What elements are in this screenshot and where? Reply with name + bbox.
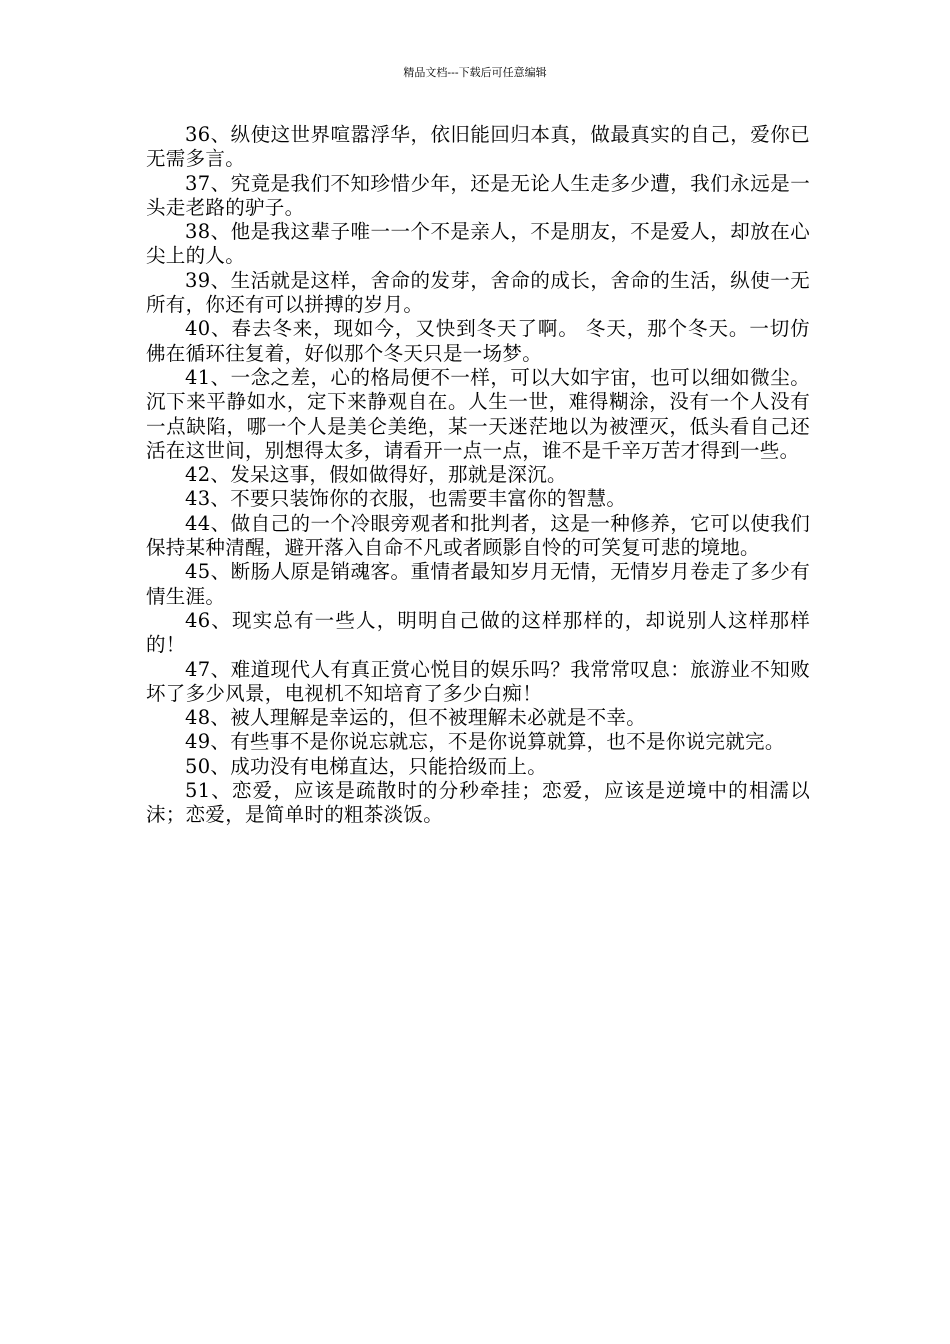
paragraph-49: 49、有些事不是你说忘就忘，不是你说算就算，也不是你说完就完。: [185, 730, 785, 754]
paragraph-51: 51、恋爱，应该是疏散时的分秒牵挂；恋爱，应该是逆境中的相濡以沫；恋爱，是简单时的粗茶淡饭。: [146, 779, 810, 827]
paragraph-37: 37、究竟是我们不知珍惜少年，还是无论人生走多少遭，我们永远是一头走老路的驴子。: [146, 171, 810, 219]
paragraph-38: 38、他是我这辈子唯一一个不是亲人，不是朋友，不是爱人，却放在心尖上的人。: [146, 220, 810, 268]
paragraph-39: 39、生活就是这样，舍命的发芽，舍命的成长，舍命的生活，纵使一无所有，你还有可以拼搏的岁月。: [146, 268, 810, 317]
paragraph-36: 36、纵使这世界喧嚣浮华，依旧能回归本真，做最真实的自己，爱你已无需多言。: [146, 123, 810, 171]
paragraph-50: 50、成功没有电梯直达，只能拾级而上。: [185, 754, 548, 778]
paragraph-47: 47、难道现代人有真正赏心悦目的娱乐吗？我常常叹息：旅游业不知败坏了多少风景，电视机不知培育了多少白痴！: [146, 657, 810, 705]
paragraph-48: 48、被人理解是幸运的，但不被理解未必就是不幸。: [185, 706, 647, 730]
paragraph-41: 41、一念之差，心的格局便不一样，可以大如宇宙，也可以细如微尘。沉下来平静如水，定下来静观自在。人生一世，难得糊涂，没有一个人没有一点缺陷，哪一个人是美仑美绝，某一天迷茫地以为被湮灭，低头看自己还活在这世间，别想得太多，请看开一点一点，谁不是千辛万苦才得到一些。: [146, 365, 810, 462]
paragraph-42: 42、发呆这事，假如做得好，那就是深沉。: [185, 463, 567, 487]
paragraph-46: 46、现实总有一些人，明明自己做的这样那样的，却说别人这样那样的！: [146, 608, 810, 657]
paragraph-40: 40、春去冬来，现如今，又快到冬天了啊。 冬天，那个冬天。一切仿佛在循环往复着，好似那个冬天只是一场梦。: [146, 317, 810, 365]
document-body: [146, 123, 810, 828]
paragraph-43: 43、不要只装饰你的衣服，也需要丰富你的智慧。: [185, 487, 627, 511]
paragraph-44: 44、做自己的一个冷眼旁观者和批判者，这是一种修养，它可以使我们保持某种清醒，避开落入自命不凡或者顾影自怜的可笑复可悲的境地。: [146, 511, 810, 560]
paragraph-45: 45、断肠人原是销魂客。重情者最知岁月无情，无情岁月卷走了多少有情生涯。: [146, 560, 810, 608]
page-header: 精品文档---下载后可任意编辑: [403, 66, 547, 79]
